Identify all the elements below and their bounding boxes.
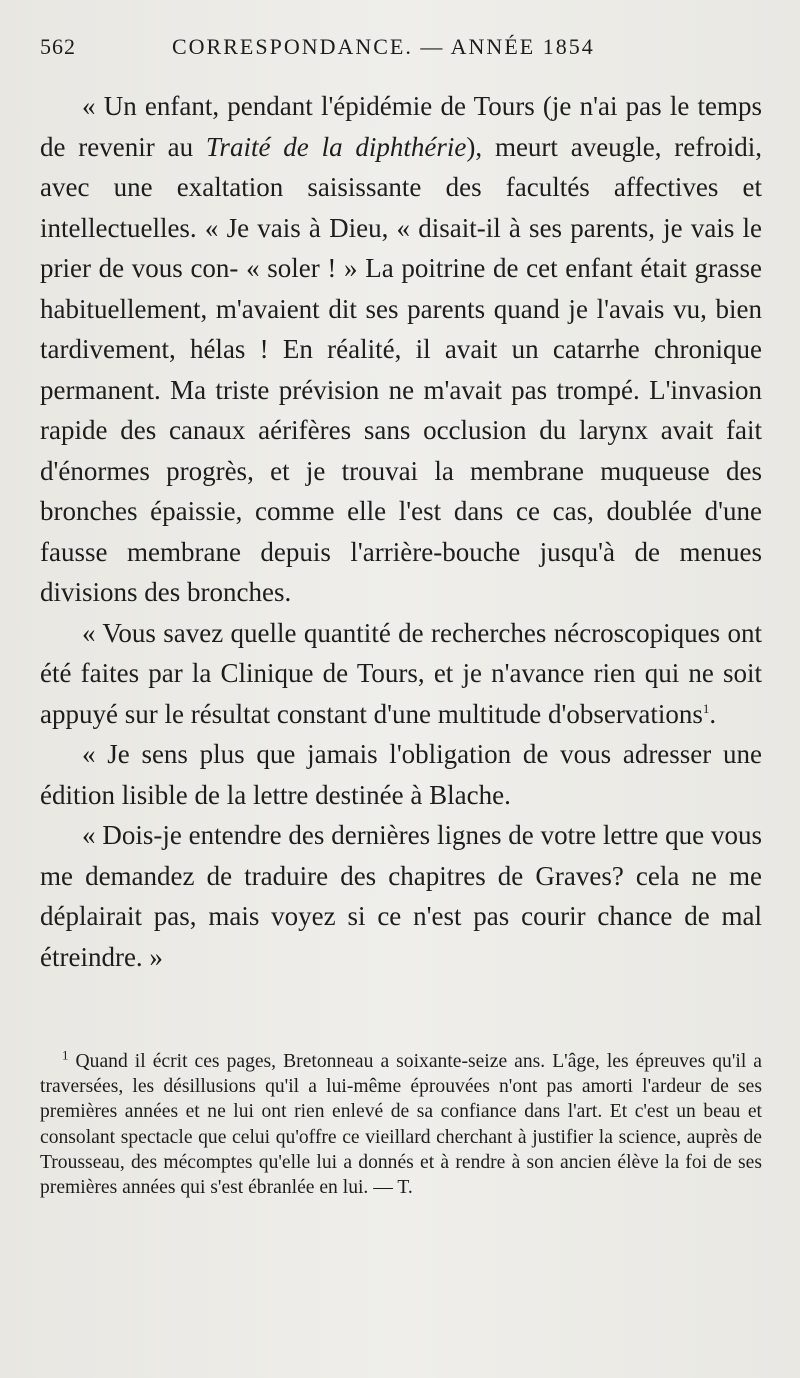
page-number: 562 xyxy=(40,34,76,59)
footnote-marker: 1 xyxy=(62,1047,69,1063)
paragraph-2-text: « Vous savez quelle quantité de recherches nécroscopiques ont été faites par la Clinique de Tours, et je n'avance rien qui ne soit appuyé sur le résultat constant d'une multitude d'observations xyxy=(40,617,762,729)
footnote-spacer xyxy=(40,977,762,1049)
paragraph-child-death xyxy=(40,86,762,613)
paragraph-1-text-start: « Un enfant, pendant l'épidémie de Tours (je n'ai pas le temps de revenir au xyxy=(40,91,762,162)
body-text xyxy=(40,86,762,977)
book-title-italic: Traité de la diphthérie xyxy=(205,131,467,162)
running-title: CORRESPONDANCE. — ANNÉE 1854 xyxy=(172,34,595,59)
footnote-reference: 1 xyxy=(702,700,710,716)
paragraph-necroscopic-research xyxy=(40,613,762,735)
footnote-text: Quand il écrit ces pages, Bretonneau a soixante-seize ans. L'âge, les épreuves qu'il a traversées, les désillusions qu'il a lui-même éprouvées n'ont pas amorti l'ardeur de ses premières années et ne lui ont rien enlevé de sa confiance dans l'art. Et c'est un beau et consolant spectacle que celui qu'offre ce vieillard cherchant à justifier la science, auprès de Trousseau, des mécomptes qu'elle lui a donnés et à rendre à son ancien élève la foi de ses premières années qui s'est ébranlée en lui. — T. xyxy=(40,1051,762,1199)
running-head xyxy=(40,34,762,74)
footnote xyxy=(40,1049,762,1200)
paragraph-1-text-end: ), meurt aveugle, refroidi, avec une exaltation saisissante des facultés affectives et intellectuelles. « Je vais à Dieu, « disait-il à ses parents, je vais le prier de vous con- « soler ! » La poitrine de cet enfant était grasse habituellement, m'avaient dit ses parents quand je l'avais vu, bien tardivement, hélas ! En réalité, il avait un catarrhe chronique permanent. Ma triste prévision ne m'avait pas trompé. L'invasion rapide des canaux aérifères sans occlusion du larynx avait fait d'énormes progrès, et je trouvai la membrane muqueuse des bronches épaissie, comme elle l'est dans ce cas, doublée d'une fausse membrane depuis l'arrière-bouche jusqu'à de menues divisions des bronches. xyxy=(40,131,762,607)
paragraph-letter-to-blache: « Je sens plus que jamais l'obligation de vous adresser une édition lisible de la lettre destinée à Blache. xyxy=(40,739,762,810)
paragraph-2-text-end: . xyxy=(709,698,717,729)
paragraph-graves-chapters: « Dois-je entendre des dernières lignes de votre lettre que vous me demandez de traduire des chapitres de Graves? cela ne me déplairait pas, mais voyez si ce n'est pas courir chance de mal étreindre. » xyxy=(40,820,762,972)
